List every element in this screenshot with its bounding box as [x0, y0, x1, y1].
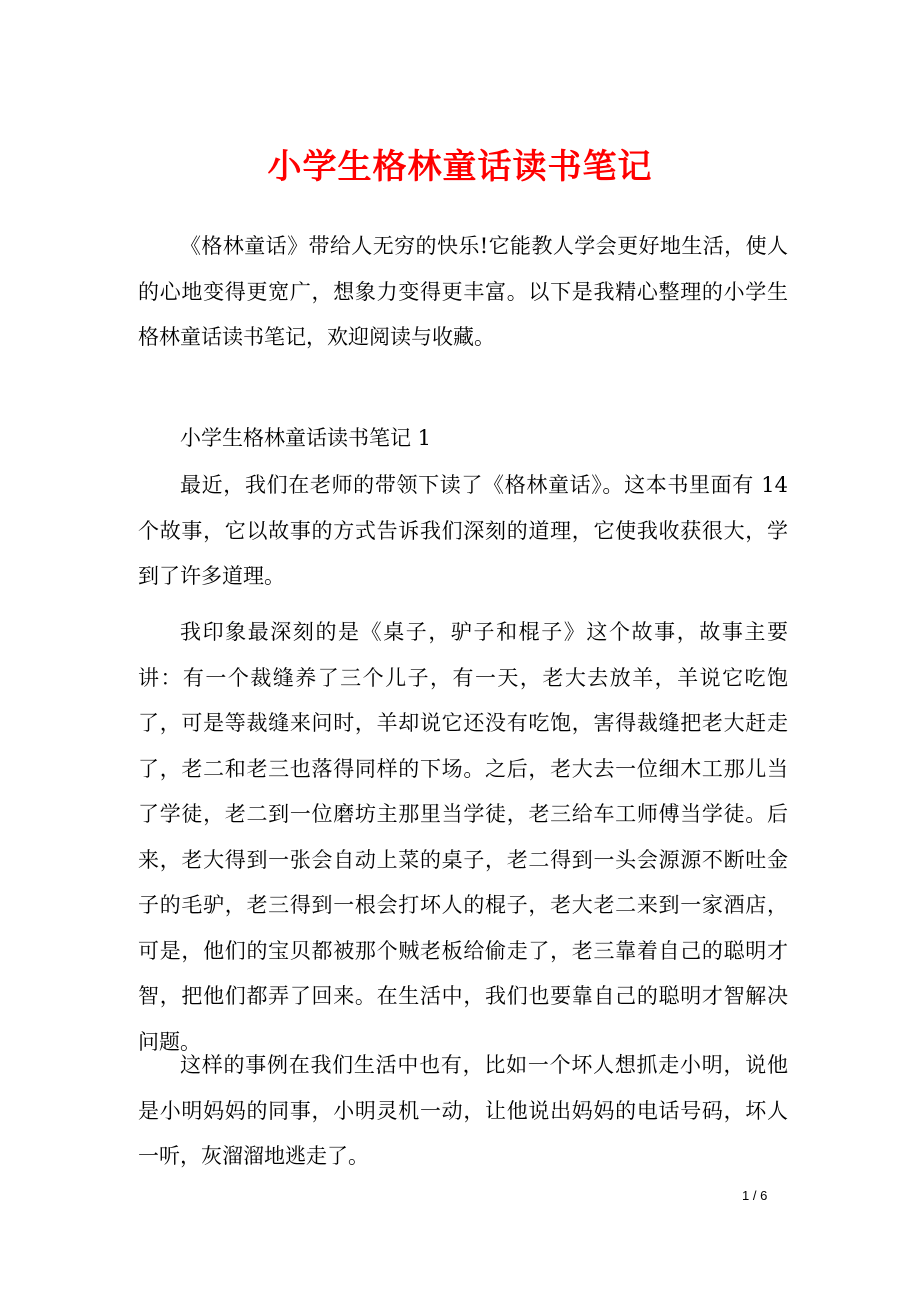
page-title: 小学生格林童话读书笔记 — [267, 147, 653, 187]
body-paragraph-1: 最近，我们在老师的带领下读了《格林童话》。这本书里面有 14 个故事，它以故事的方式告诉我们深刻的道理，它使我收获很大，学到了许多道理。 — [138, 473, 788, 588]
body-paragraph-3: 这样的事例在我们生活中也有，比如一个坏人想抓走小明，说他是小明妈妈的同事，小明灵机一动，让他说出妈妈的电话号码，坏人一听，灰溜溜地逃走了。 — [138, 1053, 788, 1168]
page-number: 1 / 6 — [742, 1188, 768, 1203]
intro-paragraph: 《格林童话》带给人无穷的快乐!它能教人学会更好地生活，使人的心地变得更宽广，想象力变得更丰富。以下是我精心整理的小学生格林童话读书笔记，欢迎阅读与收藏。 — [138, 234, 788, 349]
body-paragraph-2: 我印象最深刻的是《桌子，驴子和棍子》这个故事，故事主要讲：有一个裁缝养了三个儿子，有一天，老大去放羊，羊说它吃饱了，可是等裁缝来问时，羊却说它还没有吃饱，害得裁缝把老大赶走了，老二和老三也落得同样的下场。之后，老大去一位细木工那儿当了学徒，老二到一位磨坊主那里当学徒，老三给车工师傅当学徒。后来，老大得到一张会自动上菜的桌子，老二得到一头会源源不断吐金子的毛驴，老三得到一根会打坏人的棍子，老大老二来到一家酒店，可是，他们的宝贝都被那个贼老板给偷走了，老三靠着自己的聪明才智，把他们都弄了回来。在生活中，我们也要靠自己的聪明才智解决问题。 — [138, 620, 788, 1054]
section-heading: 小学生格林童话读书笔记 1 — [180, 426, 432, 450]
